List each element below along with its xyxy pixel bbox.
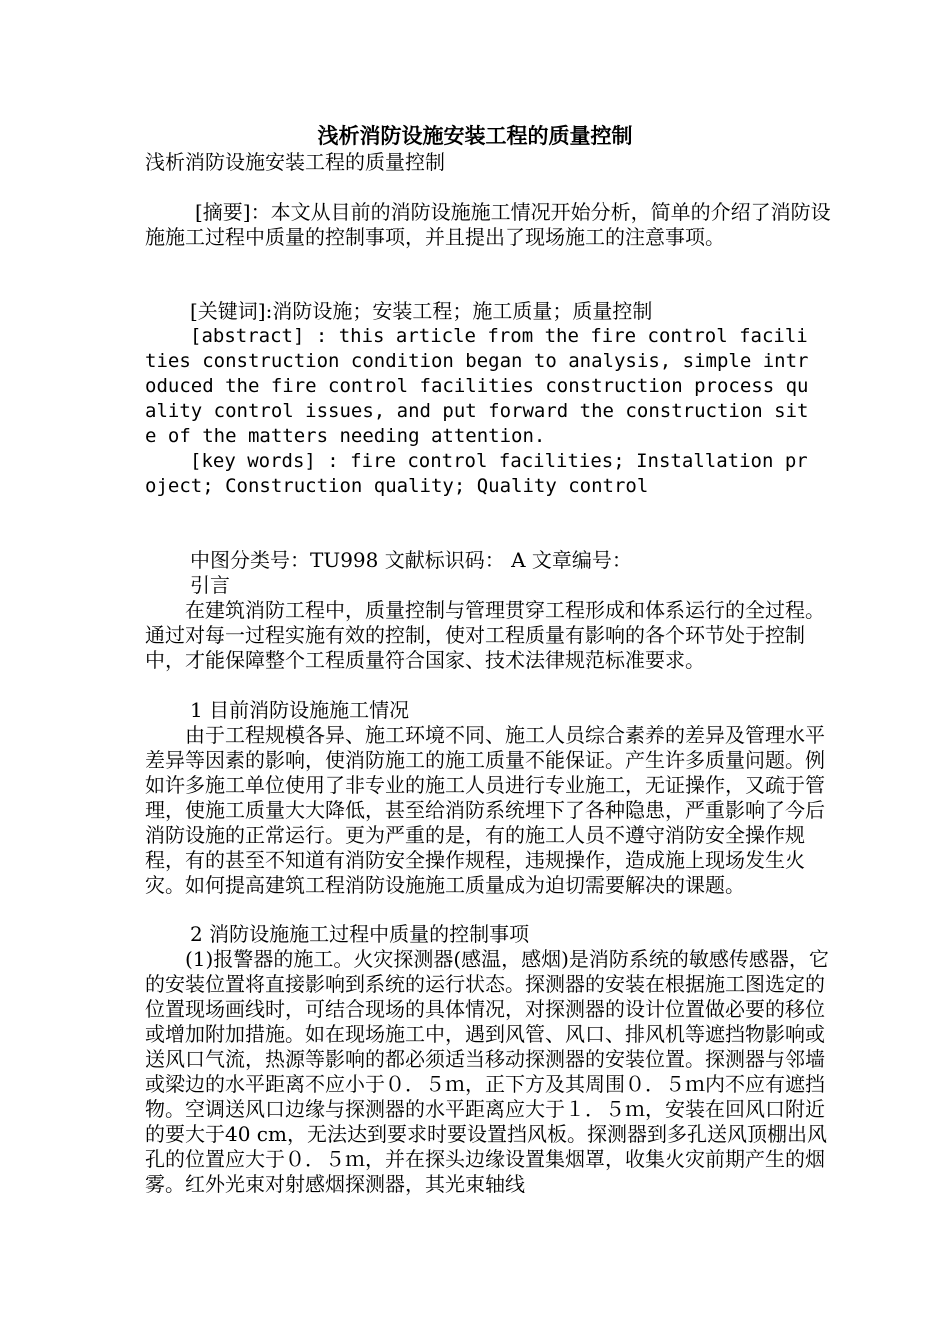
- section2-paragraph: (1)报警器的施工。火灾探测器(感温，感烟)是消防系统的敏感传感器，它的安装位置将直接影响到系统的运行状态。探测器的安装在根据施工图选定的位置现场画线时，可结合现场的具体情况，对探测器的设计位置做必要的移位或增加附加措施。如在现场施工中，遇到风管、风口、排风机等遮挡物影响或送风口气流，热源等影响的都必须适当移动探测器的安装位置。探测器与邻墙或梁边的水平距离不应小于０．５ｍ，正下方及其周围０．５ｍ内不应有遮挡物。空调送风口边缘与探测器的水平距离应大于１．５ｍ，安装在回风口附近的要大于40 cm，无法达到要求时要设置挡风板。探测器到多孔送风顶棚出风孔的位置应大于０．５ｍ，并在探头边缘设置集烟罩，收集火灾前期产生的烟雾。红外光束对射感烟探测器，其光束轴线: [145, 947, 829, 1196]
- intro-paragraph: 在建筑消防工程中，质量控制与管理贯穿工程形成和体系运行的全过程。通过对每一过程实施有效的控制，使对工程质量有影响的各个环节处于控制中，才能保障整个工程质量符合国家、技术法律规范标准要求。: [145, 598, 825, 672]
- section1-heading: 1 目前消防设施施工情况: [190, 698, 410, 722]
- document-subtitle: 浅析消防设施安装工程的质量控制: [145, 150, 445, 174]
- abstract-english: [abstract] : this article from the fire control facilities construction condition began to analysis, simple introduced the fire control facilities construction process quality control issues, and put forward the construction site of the matters needing attention.: [145, 325, 809, 447]
- keywords-english: [key words] : fire control facilities; Installation project; Construction quality; Quality control: [145, 450, 808, 497]
- abstract-chinese: [摘要]：本文从目前的消防设施施工情况开始分析，简单的介绍了消防设施施工过程中质量的控制事项，并且提出了现场施工的注意事项。: [145, 200, 831, 249]
- document-title: 浅析消防设施安装工程的质量控制: [317, 124, 633, 148]
- keywords-chinese: [关键词]:消防设施；安装工程；施工质量；质量控制: [190, 299, 653, 323]
- section2-heading: 2 消防设施施工过程中质量的控制事项: [190, 922, 530, 946]
- section1-paragraph: 由于工程规模各异、施工环境不同、施工人员综合素养的差异及管理水平差异等因素的影响，使消防施工的施工质量不能保证。产生许多质量问题。例如许多施工单位使用了非专业的施工人员进行专业施工，无证操作，又疏于管理，使施工质量大大降低，甚至给消防系统埋下了各种隐患，严重影响了今后消防设施的正常运行。更为严重的是，有的施工人员不遵守消防安全操作规程，有的甚至不知道有消防安全操作规程，违规操作，造成施上现场发生火灾。如何提高建筑工程消防设施施工质量成为迫切需要解决的课题。: [145, 723, 825, 897]
- intro-heading: 引言: [190, 573, 230, 597]
- classification-line: 中图分类号：TU998 文献标识码： A 文章编号：: [190, 548, 632, 572]
